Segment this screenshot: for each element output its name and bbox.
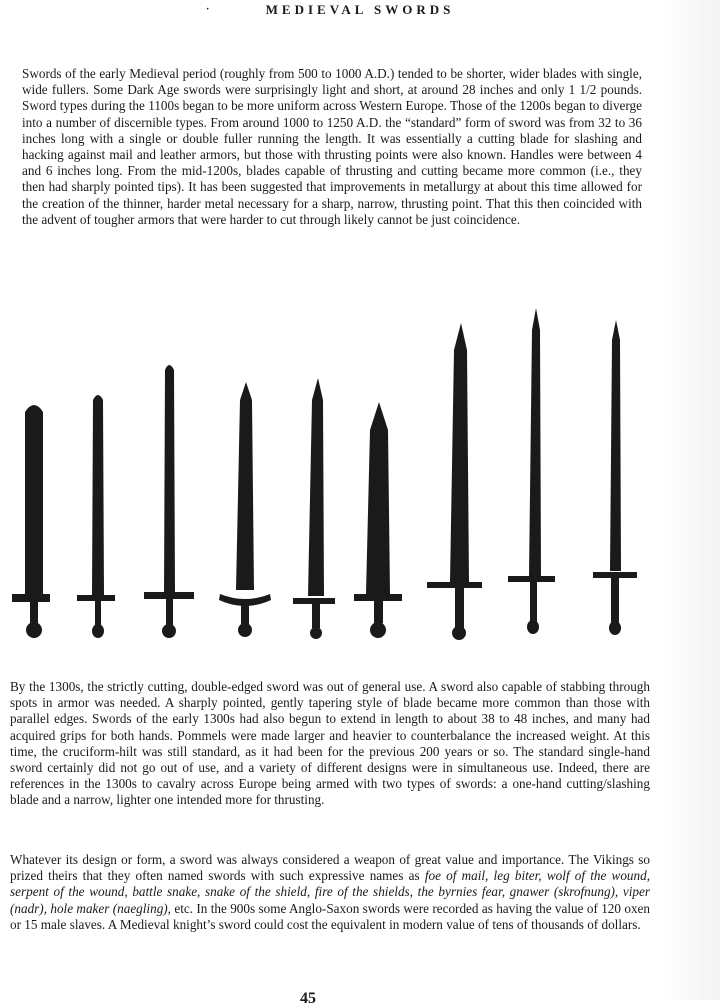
sword-9-pommel — [609, 621, 621, 635]
sword-8 — [508, 308, 555, 634]
sword-4-grip — [241, 604, 249, 624]
sword-1-grip — [30, 602, 38, 624]
sword-2-blade — [92, 395, 104, 596]
sword-9 — [593, 320, 637, 635]
sword-2 — [77, 395, 115, 638]
sword-7-guard — [427, 582, 482, 588]
sword-9-guard — [593, 572, 637, 578]
sword-2-pommel — [92, 624, 104, 638]
sword-6 — [354, 402, 402, 638]
page-edge-shadow — [660, 0, 720, 1000]
sword-7-pommel — [452, 626, 466, 640]
sword-1 — [12, 405, 50, 638]
sword-8-grip — [530, 582, 537, 622]
sword-6-pommel — [370, 622, 386, 638]
sword-5-pommel — [310, 627, 322, 639]
sword-2-guard — [77, 595, 115, 601]
sword-illustration — [0, 300, 720, 650]
sword-6-grip — [374, 601, 383, 623]
sword-1-guard — [12, 594, 50, 602]
sword-1-pommel — [26, 622, 42, 638]
sword-5-guard — [293, 598, 335, 604]
sword-5 — [293, 378, 335, 639]
p3-text-1: Whatever its design or form, a sword was always considered a weapon of great value and importance. The Vikings so prized theirs that they often named swords with such expressive names as — [10, 852, 650, 884]
sword-5-blade — [308, 378, 324, 596]
running-header: · MEDIEVAL SWORDS — [206, 2, 455, 17]
sword-3 — [144, 365, 194, 638]
sword-7-blade — [450, 323, 469, 582]
sword-8-blade — [529, 308, 541, 576]
sword-3-guard — [144, 592, 194, 599]
header-title: MEDIEVAL SWORDS — [265, 2, 455, 17]
p3-text-2: etc. In the 900s some Anglo-Saxon swords were recorded as having the value of 120 oxen or 15 male slaves. A Medieval knight’s sword could cost the equivalent in modern value of tens of thousands of dollars. — [10, 900, 650, 932]
sword-1-blade — [25, 405, 43, 595]
sword-8-guard — [508, 576, 555, 582]
sword-7-grip — [455, 588, 464, 628]
sword-9-grip — [611, 578, 619, 624]
sword-2-grip — [95, 601, 101, 625]
sword-3-blade — [164, 365, 175, 593]
sword-9-blade — [610, 320, 621, 571]
sword-3-pommel — [162, 624, 176, 638]
paragraph-sword-value — [10, 852, 650, 933]
sword-4-pommel — [238, 623, 252, 637]
paragraph-early-medieval: Swords of the early Medieval period (roughly from 500 to 1000 A.D.) tended to be shorter, wider blades with single, wide fullers. Some Dark Age swords were surprisingly light and short, at around 28 inches and only 1 1/2 pounds. Sword types during the 1100s began to be more uniform across Western Europe. Those of the 1200s began to diverge into a number of discernible types. From around 1000 to 1250 A.D. the “standard” form of sword was from 32 to 36 inches long with a single or double fuller running the length. It was essentially a cutting blade for slashing and hacking against mail and leather armors, but those with thrusting points were also known. Handles were between 4 and 6 inches long. From the mid-1200s, blades capable of thrusting and cutting became more common (i.e., they then had sharply pointed tips). It has been suggested that improvements in metallurgy at about this time allowed for the creation of the thinner, harder metal necessary for a sharp, narrow, thrusting point. That this then coincided with the advent of tougher armors that were harder to cut through likely cannot be just coincidence. — [22, 66, 642, 227]
page-number: 45 — [300, 990, 316, 1007]
sword-7 — [427, 323, 482, 640]
paragraph-1300s: By the 1300s, the strictly cutting, double-edged sword was out of general use. A sword also capable of stabbing through spots in armor was needed. A sharply pointed, gently tapering style of blade became more common than those with parallel edges. Swords of the early 1300s had also begun to extend in length to about 38 to 48 inches, and many had acquired grips for both hands. Pommels were made larger and heavier to counterbalance the increased weight. At this time, the cruciform-hilt was still standard, as it had been for the previous 200 years or so. The standard single-hand sword certainly did not go out of use, and a variety of different designs were in simultaneous use. Indeed, there are references in the 1300s to cavalry across Europe being armed with two types of swords: a one-hand cutting/slashing blade and a narrow, lighter one intended more for thrusting. — [10, 679, 650, 808]
sword-3-grip — [166, 599, 173, 625]
sword-8-pommel — [527, 620, 539, 634]
sword-4 — [219, 382, 271, 637]
p3-sword-names: foe of mail, leg biter, wolf of the wound, serpent of the wound, battle snake, snake of the shield, fire of the shields, the byrnies fear, gnawer (skrofnung), viper (nadr), hole maker (naegling), — [10, 868, 650, 916]
sword-5-grip — [312, 604, 320, 628]
sword-6-guard — [354, 594, 402, 601]
sword-4-blade — [236, 382, 254, 590]
sword-6-blade — [366, 402, 390, 594]
